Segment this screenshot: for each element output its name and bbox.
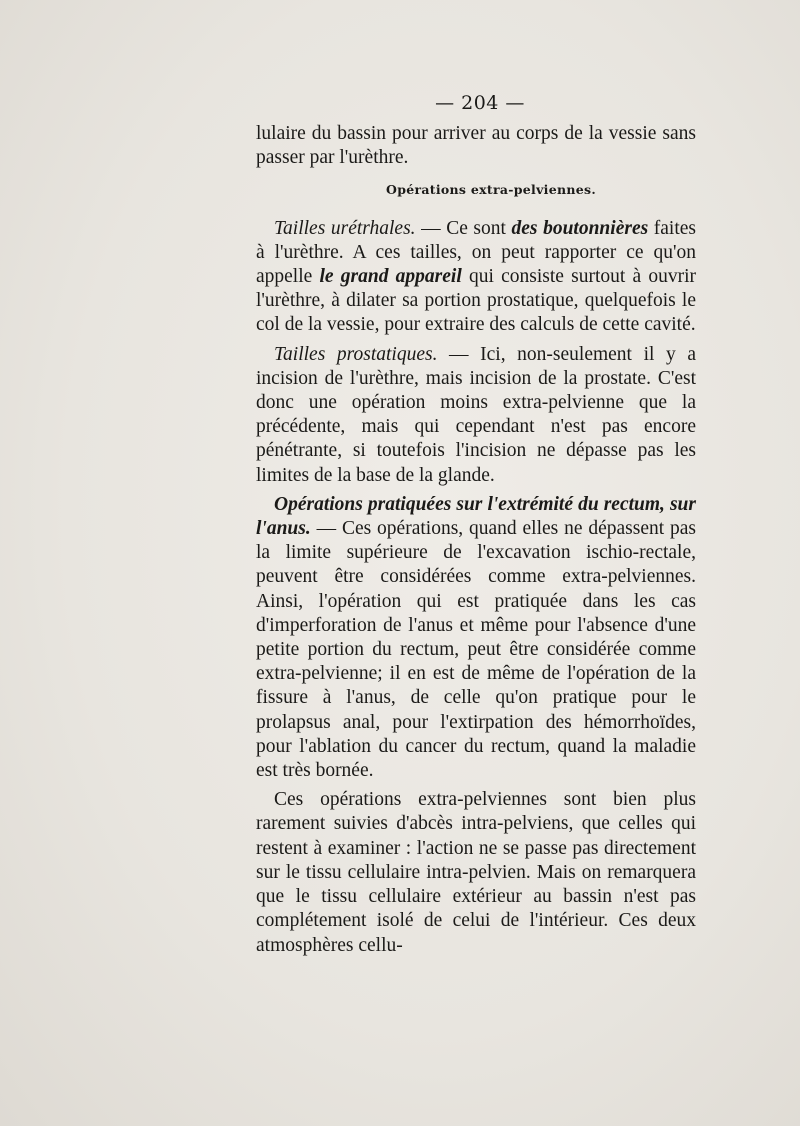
paragraph-text: — Ces opérations, quand elles ne dépassent pas la limite supérieure de l'excavation ischio-rectale, peuvent être considérées comme extra-pelviennes. Ainsi, l'opération qui est pratiquée dans les cas d'imperforation de l'anus et même pour l'absence d'une petite portion du rectum, peut être considérée comme extra-pelvienne; il en est de même de l'opération de la fissure à l'anus, de celle qu'on pratique pour le prolapsus anal, pour l'extirpation des hémorrhoïdes, pour l'ablation du cancer du rectum, quand la maladie est très bornée. [256, 518, 696, 782]
paragraph-tailles-uretrhales [256, 217, 696, 338]
paragraph-text: qui consiste surtout à ouvrir l'urèthre, à dilater sa portion prostatique, quelquefois le col de la vessie, pour extraire des calculs de cette cavité. [256, 266, 696, 336]
paragraph-title: Tailles urétrhales. [274, 217, 416, 239]
paragraph-continuation: lulaire du bassin pour arriver au corps de la vessie sans passer par l'urèthre. [256, 123, 696, 169]
paragraph-abces: Ces opérations extra-pelviennes sont bien plus rarement suivies d'abcès intra-pelviens, que celles qui restent à examiner : l'action ne se passe pas directement sur le tissu cellulaire intra-pelvien. Mais on remarquera que le tissu cellulaire extérieur au bassin n'est pas complétement isolé de celui de l'intérieur. Ces deux atmosphères cellu- [256, 789, 696, 956]
page-body [256, 122, 696, 958]
paragraph-tailles-prostatiques [256, 343, 696, 488]
paragraph-title: Opérations pratiquées sur l'extrémité du rectum, sur l'anus. [256, 493, 696, 540]
page-number: — 204 — [435, 92, 525, 114]
section-heading: Opérations extra-pelviennes. [386, 182, 596, 198]
paragraph-text: faites à l'urèthre. A ces tailles, on peut rapporter ce qu'on appelle [256, 217, 696, 288]
paragraph-operations-rectum [256, 493, 696, 783]
paragraph-title: Tailles prostatiques. [274, 343, 438, 365]
emphasis-text: des boutonnières [511, 217, 649, 239]
paragraph-text: — Ici, non-seulement il y a incision de l'urèthre, mais incision de la prostate. C'est donc une opération moins extra-pelvienne que la précédente, mais qui cependant n'est pas encore pénétrante, si toutefois l'incision ne dépasse pas les limites de la base de la glande. [256, 343, 696, 486]
paragraph-text: — Ce sont [415, 217, 512, 239]
emphasis-text: le grand appareil [319, 266, 462, 288]
